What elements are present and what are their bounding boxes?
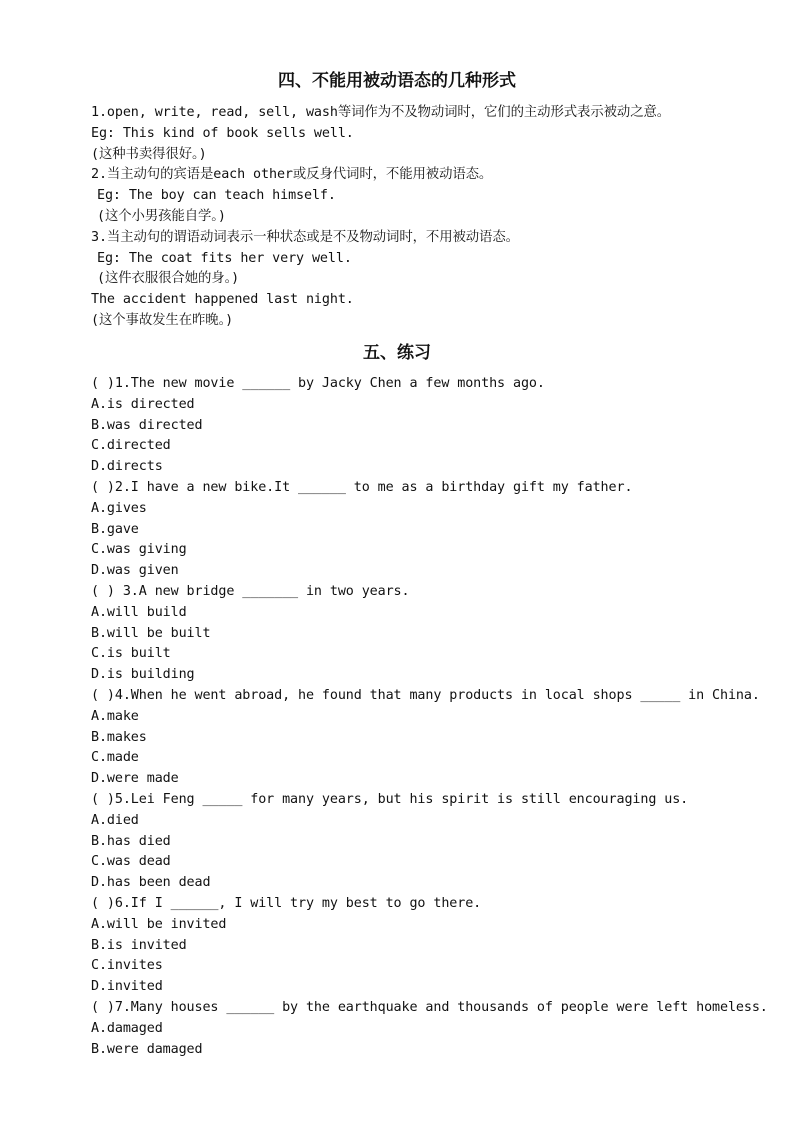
question-5-option-c: C.was dead xyxy=(91,854,171,870)
question-6-option-d: D.invited xyxy=(91,979,163,995)
question-4-stem: ( )4.When he went abroad, he found that many products in local shops _____ in China. xyxy=(91,687,760,703)
question-5-option-b: B.has died xyxy=(91,833,171,849)
question-4-option-c: C.made xyxy=(91,750,139,766)
rule-1-translation: (这种书卖得很好。) xyxy=(91,146,207,162)
question-3-stem: ( ) 3.A new bridge _______ in two years. xyxy=(91,583,410,599)
question-5-stem: ( )5.Lei Feng _____ for many years, but his spirit is still encouraging us. xyxy=(91,791,689,807)
rule-1: 1.open, write, read, sell, wash等词作为不及物动词时，它们的主动形式表示被动之意。 xyxy=(91,105,671,120)
question-6-option-a: A.will be invited xyxy=(91,916,227,932)
question-3-option-a: A.will build xyxy=(91,604,187,620)
question-6-option-c: C.invites xyxy=(91,958,163,974)
rule-2: 2.当主动句的宾语是each other或反身代词时，不能用被动语态。 xyxy=(91,167,493,183)
rule-3-translation-2: (这个事故发生在昨晚。) xyxy=(91,312,234,328)
question-2-option-b: B.gave xyxy=(91,521,139,537)
rule-3: 3.当主动句的谓语动词表示一种状态或是不及物动词时，不用被动语态。 xyxy=(91,229,519,245)
section-4-title: 四、不能用被动语态的几种形式 xyxy=(278,71,516,91)
question-5-option-d: D.has been dead xyxy=(91,875,211,891)
question-3-option-b: B.will be built xyxy=(91,625,211,641)
question-1-option-a: A.is directed xyxy=(91,396,195,412)
exercise-list xyxy=(91,374,781,1060)
question-1-option-b: B.was directed xyxy=(91,417,203,433)
question-4-option-a: A.make xyxy=(91,708,139,724)
section-4-body xyxy=(91,103,781,332)
question-7-stem: ( )7.Many houses ______ by the earthquake and thousands of people were left homeless. xyxy=(91,999,768,1015)
question-2-option-a: A.gives xyxy=(91,500,147,516)
question-2-option-d: D.was given xyxy=(91,563,179,579)
section-5-title: 五、练习 xyxy=(363,343,431,363)
question-7-option-b: B.were damaged xyxy=(91,1041,203,1057)
question-1-option-c: C.directed xyxy=(91,438,171,454)
question-7-option-a: A.damaged xyxy=(91,1020,163,1036)
question-1-stem: ( )1.The new movie ______ by Jacky Chen a few months ago. xyxy=(91,376,545,391)
question-3-option-c: C.is built xyxy=(91,646,171,662)
rule-3-example-2: The accident happened last night. xyxy=(91,292,354,308)
question-4-option-d: D.were made xyxy=(91,771,179,787)
question-5-option-a: A.died xyxy=(91,812,139,828)
rule-3-translation: (这件衣服很合她的身。) xyxy=(97,271,240,287)
question-1-option-d: D.directs xyxy=(91,459,163,475)
rule-3-example: Eg: The coat fits her very well. xyxy=(97,250,352,266)
question-2-option-c: C.was giving xyxy=(91,542,187,558)
rule-2-example: Eg: The boy can teach himself. xyxy=(97,188,336,204)
question-6-stem: ( )6.If I ______, I will try my best to go there. xyxy=(91,895,482,911)
question-2-stem: ( )2.I have a new bike.It ______ to me as a birthday gift my father. xyxy=(91,479,633,495)
question-3-option-d: D.is building xyxy=(91,667,195,683)
question-6-option-b: B.is invited xyxy=(91,937,187,953)
rule-2-translation: (这个小男孩能自学。) xyxy=(97,208,226,224)
question-4-option-b: B.makes xyxy=(91,729,147,745)
rule-1-example: Eg: This kind of book sells well. xyxy=(91,125,354,141)
